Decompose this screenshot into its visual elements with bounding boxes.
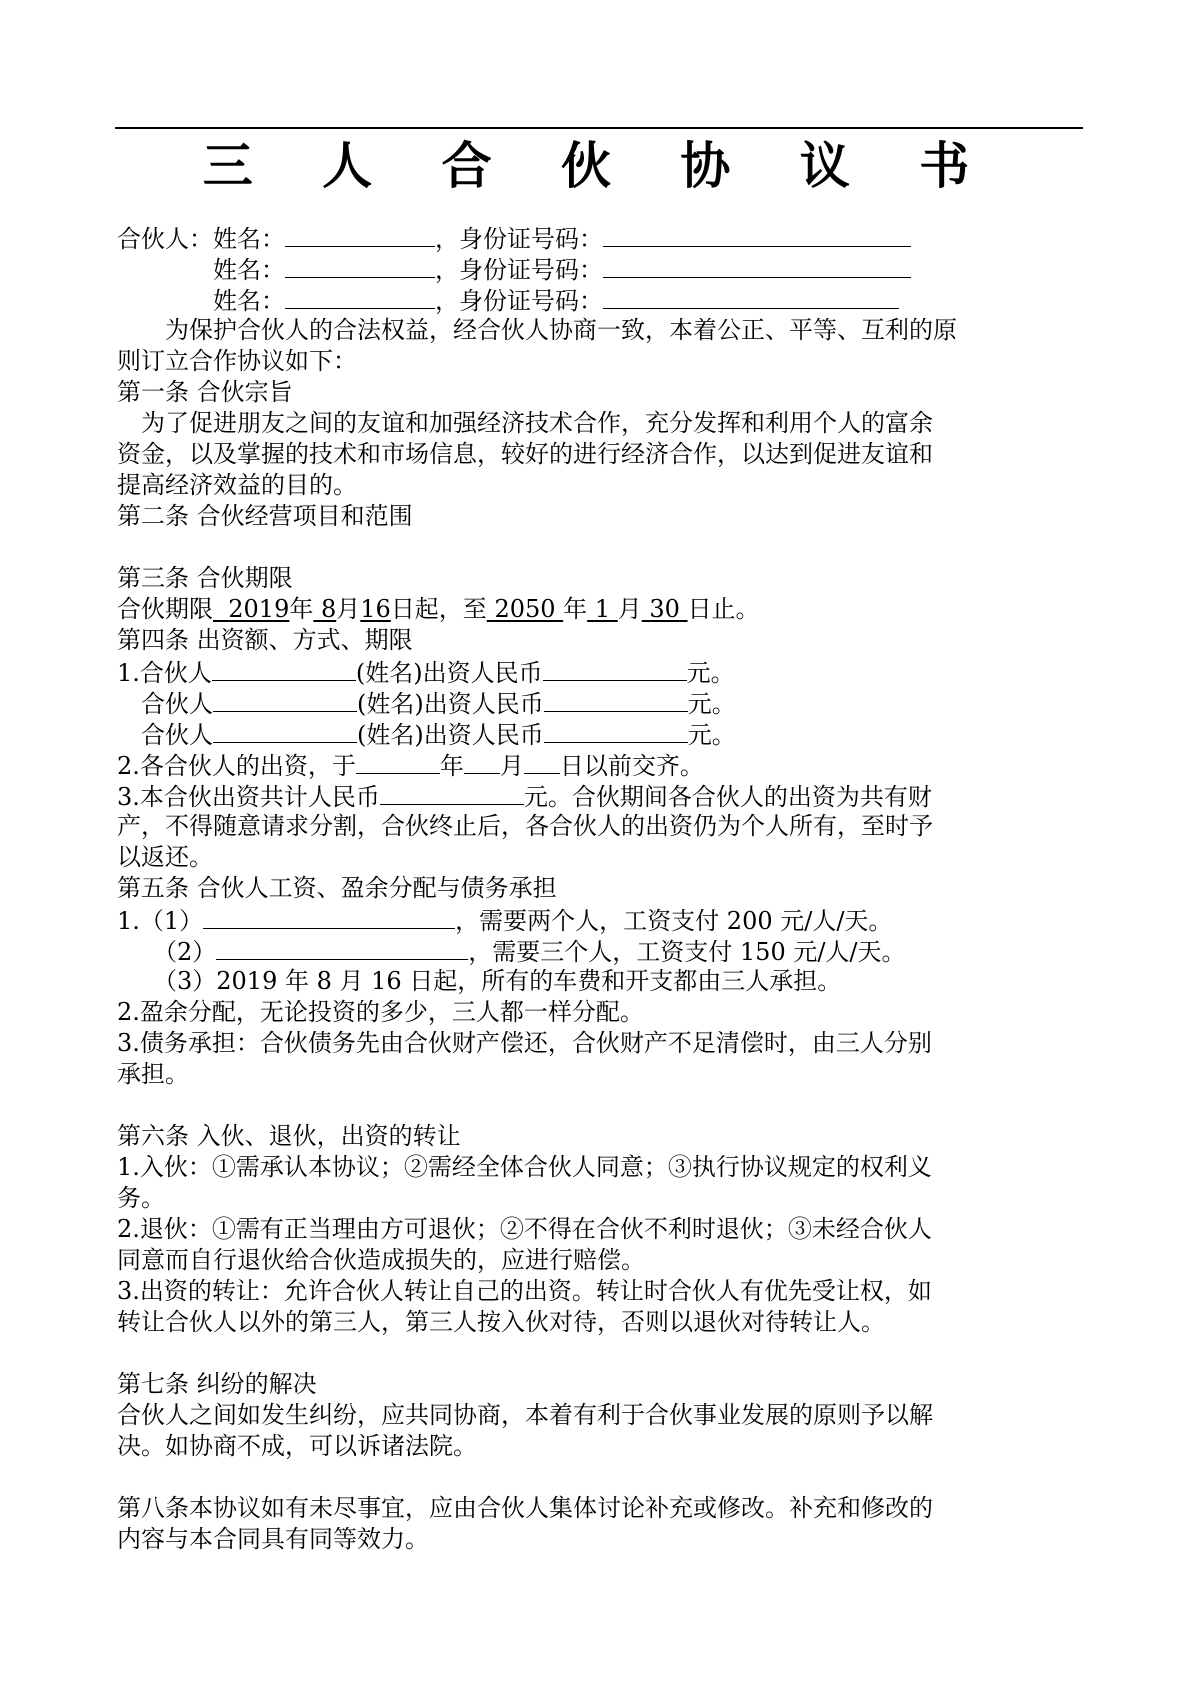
- deadline-day-blank[interactable]: [524, 749, 560, 774]
- amount-blank[interactable]: [544, 718, 688, 743]
- preamble-line-2: 则订立合作协议如下：: [117, 347, 357, 375]
- partner-line-1: [117, 222, 1077, 253]
- id-blank[interactable]: [603, 253, 911, 278]
- article-6-text: 3.出资的转让：允许合伙人转让自己的出资。转让时合伙人有优先受让权，如: [117, 1277, 932, 1305]
- article-6-text: 1.入伙：①需承认本协议；②需经全体合伙人同意；③执行协议规定的权利义: [117, 1153, 932, 1181]
- month-label: 月: [336, 595, 361, 623]
- id-label: ，身份证号码：: [435, 287, 603, 315]
- deadline-year-blank[interactable]: [356, 749, 440, 774]
- article-7-text: 决。如协商不成，可以诉诸法院。: [117, 1432, 477, 1460]
- name-hint: (姓名)出资人民币: [357, 690, 544, 718]
- name-hint: (姓名)出资人民币: [357, 721, 544, 749]
- partner-name-blank[interactable]: [213, 718, 357, 743]
- end-day-value: 30: [649, 595, 680, 623]
- amount-blank[interactable]: [543, 656, 687, 681]
- article-4-text: 以返还。: [117, 843, 213, 871]
- profit-line: 2.盈余分配，无论投资的多少，三人都一样分配。: [117, 998, 644, 1026]
- article-4-text: 产，不得随意请求分割，合伙终止后，各合伙人的出资仍为个人所有，至时予: [117, 812, 933, 840]
- deadline-end-text: 日以前交齐。: [559, 752, 704, 780]
- spacer: [117, 532, 1077, 563]
- spacer: [117, 1338, 1077, 1369]
- partner-label: 合伙人: [141, 690, 213, 718]
- article-1-heading: 第一条 合伙宗旨: [117, 378, 293, 406]
- term-line: [117, 594, 1077, 625]
- spacer: [117, 1090, 1077, 1121]
- start-month: [313, 595, 336, 623]
- partner-label: 合伙人: [139, 659, 212, 687]
- article-7-text: 合伙人之间如发生纠纷，应共同协商，本着有利于合伙事业发展的原则予以解: [117, 1401, 933, 1429]
- preamble-line-1: 为保护合伙人的合法权益，经合伙人协商一致，本着公正、平等、互利的原: [165, 316, 957, 344]
- yuan-label: 元。: [687, 690, 736, 718]
- partner-label: 合伙人：: [117, 225, 213, 253]
- article-7-heading: 第七条 纠纷的解决: [117, 1370, 317, 1398]
- article-8-text: 内容与本合同具有同等效力。: [117, 1525, 429, 1553]
- deadline-line: [117, 749, 1077, 780]
- debt-line: 承担。: [117, 1060, 189, 1088]
- wage-row: [117, 935, 1077, 966]
- document-body: [117, 222, 1077, 1555]
- spacer: [117, 1462, 1077, 1493]
- article-8-text: 第八条本协议如有未尽事宜，应由合伙人集体讨论补充或修改。补充和修改的: [117, 1494, 933, 1522]
- start-month-value: 8: [320, 595, 337, 623]
- deadline-month-blank[interactable]: [464, 749, 500, 774]
- debt-line: 3.债务承担：合伙债务先由合伙财产偿还，合伙财产不足清偿时，由三人分别: [117, 1029, 932, 1057]
- end-label: 日止。: [687, 595, 760, 623]
- end-year: [487, 595, 563, 623]
- article-4-heading: 第四条 出资额、方式、期限: [117, 626, 413, 654]
- name-label: 姓名：: [213, 287, 285, 315]
- year-label: 年: [439, 752, 464, 780]
- total-text-end: 元。合伙期间各合伙人的出资为共有财: [523, 783, 932, 811]
- article-5-heading: 第五条 合伙人工资、盈余分配与债务承担: [117, 874, 557, 902]
- amount-blank[interactable]: [544, 687, 688, 712]
- wage-text: ，需要两个人，工资支付 200 元/人/天。: [455, 907, 893, 935]
- article-6-text: 同意而自行退伙给合伙造成损失的，应进行赔偿。: [117, 1246, 645, 1274]
- id-label: ，身份证号码：: [435, 225, 603, 253]
- article-6-text: 2.退伙：①需有正当理由方可退伙；②不得在合伙不利时退伙；③未经合伙人: [117, 1215, 932, 1243]
- wage-text: ，需要三个人，工资支付 150 元/人/天。: [468, 938, 906, 966]
- contribution-row: [117, 687, 1077, 718]
- article-1-text: 资金，以及掌握的技术和市场信息，较好的进行经济合作，以达到促进友谊和: [117, 440, 933, 468]
- article-1-text: 提高经济效益的目的。: [117, 471, 357, 499]
- partner-label: 合伙人: [141, 721, 213, 749]
- name-hint: (姓名)出资人民币: [355, 659, 543, 687]
- total-amount-blank[interactable]: [380, 780, 524, 805]
- name-blank[interactable]: [285, 222, 435, 247]
- from-to-label: 日起，至: [390, 595, 487, 623]
- document-title: 三 人 合 伙 协 议 书: [202, 136, 996, 195]
- article-6-text: 务。: [117, 1184, 165, 1212]
- month-label: 月: [617, 595, 642, 623]
- wage-role-blank[interactable]: [216, 935, 468, 960]
- end-day: [642, 595, 688, 623]
- wage-row: [117, 904, 1077, 935]
- id-blank[interactable]: [603, 222, 911, 247]
- partner-name-blank[interactable]: [212, 656, 356, 681]
- start-day: 16: [360, 595, 391, 623]
- article-6-text: 转让合伙人以外的第三人，第三人按入伙对待，否则以退伙对待转让人。: [117, 1308, 885, 1336]
- year-label: 年: [563, 595, 588, 623]
- name-blank[interactable]: [285, 253, 435, 278]
- end-month-value: 1: [594, 595, 611, 623]
- name-blank[interactable]: [285, 284, 435, 309]
- partner-line-3: [117, 284, 1077, 315]
- item-number: 1.: [117, 659, 140, 687]
- wage-role-blank[interactable]: [203, 904, 455, 929]
- total-line: [117, 780, 1077, 811]
- item-number: （2）: [153, 938, 217, 966]
- term-prefix: 合伙期限: [117, 595, 213, 623]
- yuan-label: 元。: [687, 721, 736, 749]
- article-2-heading: 第二条 合伙经营项目和范围: [117, 502, 413, 530]
- contribution-row: [117, 718, 1077, 749]
- deadline-text: 2.各合伙人的出资，于: [117, 752, 356, 780]
- article-1-text: 为了促进朋友之间的友谊和加强经济技术合作，充分发挥和利用个人的富余: [141, 409, 933, 437]
- article-6-heading: 第六条 入伙、退伙，出资的转让: [117, 1122, 461, 1150]
- end-year-value: 2050: [494, 595, 556, 623]
- name-label: 姓名：: [213, 225, 285, 253]
- item-number: 1.（1）: [117, 907, 204, 935]
- partner-line-2: [117, 253, 1077, 284]
- header-rule: [115, 127, 1083, 129]
- partner-name-blank[interactable]: [213, 687, 357, 712]
- expense-line: （3）2019 年 8 月 16 日起，所有的车费和开支都由三人承担。: [153, 967, 842, 995]
- month-label: 月: [499, 752, 524, 780]
- article-3-heading: 第三条 合伙期限: [117, 564, 293, 592]
- end-month: [587, 595, 618, 623]
- name-label: 姓名：: [213, 256, 285, 284]
- id-label: ，身份证号码：: [435, 256, 603, 284]
- year-label: 年: [289, 595, 314, 623]
- start-year-value: 2019: [228, 595, 290, 623]
- contribution-row: [117, 656, 1077, 687]
- yuan-label: 元。: [686, 659, 735, 687]
- total-text: 3.本合伙出资共计人民币: [117, 783, 380, 811]
- start-year: [213, 595, 289, 623]
- id-blank[interactable]: [603, 284, 899, 309]
